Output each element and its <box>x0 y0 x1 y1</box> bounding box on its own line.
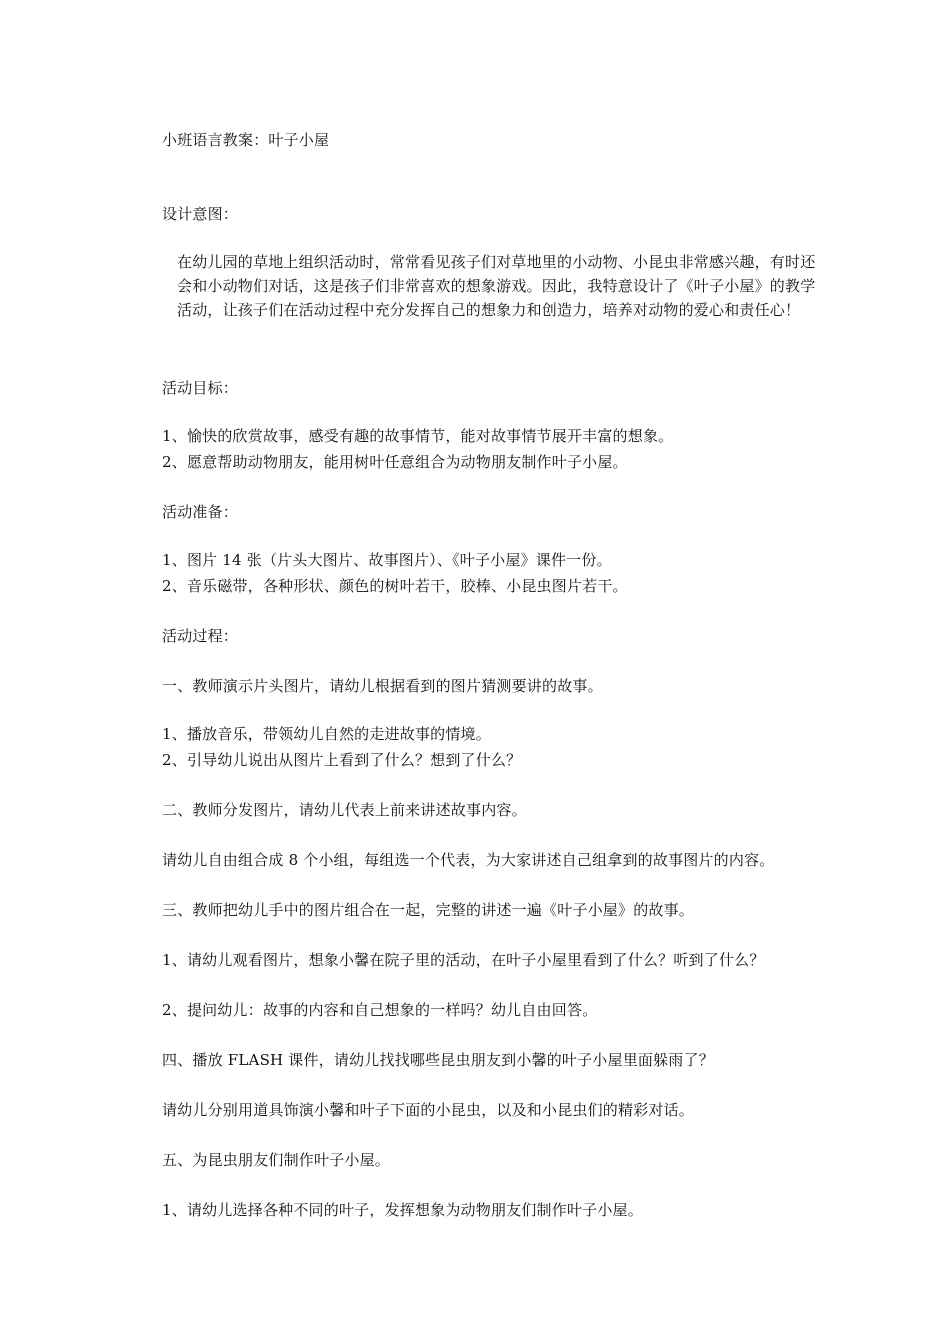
step4-title: 四、播放 FLASH 课件，请幼儿找找哪些昆虫朋友到小馨的叶子小屋里面躲雨了？ <box>162 1051 714 1069</box>
design-heading: 设计意图： <box>162 205 239 223</box>
goals-heading: 活动目标： <box>162 379 239 397</box>
step4-text: 请幼儿分别用道具饰演小馨和叶子下面的小昆虫，以及和小昆虫们的精彩对话。 <box>162 1101 695 1119</box>
design-paragraph-text: 在幼儿园的草地上组织活动时，常常看见孩子们对草地里的小动物、小昆虫非常感兴趣，有时还会和小动物们对话，这是孩子们非常喜欢的想象游戏。因此，我特意设计了《叶子小屋》的教学活动，让孩子们在活动过程中充分发挥自己的想象力和创造力，培养对动物的爱心和责任心！ <box>177 253 816 319</box>
step1-item-1: 1、播放音乐，带领幼儿自然的走进故事的情境。 <box>162 725 491 743</box>
step3-title: 三、教师把幼儿手中的图片组合在一起，完整的讲述一遍《叶子小屋》的故事。 <box>162 901 695 919</box>
prep-item-1: 1、图片 14 张（片头大图片、故事图片）、《叶子小屋》课件一份。 <box>162 551 612 569</box>
step5-item-1: 1、请幼儿选择各种不同的叶子，发挥想象为动物朋友们制作叶子小屋。 <box>162 1201 643 1219</box>
prep-item-2: 2、音乐磁带，各种形状、颜色的树叶若干，胶棒、小昆虫图片若干。 <box>162 577 628 595</box>
process-heading: 活动过程： <box>162 627 239 645</box>
document-title: 小班语言教案：叶子小屋 <box>162 131 330 149</box>
step1-item-2: 2、引导幼儿说出从图片上看到了什么？想到了什么？ <box>162 751 522 769</box>
goal-item-2: 2、愿意帮助动物朋友，能用树叶任意组合为动物朋友制作叶子小屋。 <box>162 453 628 471</box>
step2-title: 二、教师分发图片，请幼儿代表上前来讲述故事内容。 <box>162 801 527 819</box>
goal-item-1: 1、愉快的欣赏故事，感受有趣的故事情节，能对故事情节展开丰富的想象。 <box>162 427 674 445</box>
step3-item-2: 2、提问幼儿：故事的内容和自己想象的一样吗？幼儿自由回答。 <box>162 1001 598 1019</box>
step5-title: 五、为昆虫朋友们制作叶子小屋。 <box>162 1151 391 1169</box>
step1-title: 一、教师演示片头图片，请幼儿根据看到的图片猜测要讲的故事。 <box>162 677 603 695</box>
design-paragraph <box>162 250 822 322</box>
step2-text: 请幼儿自由组合成 8 个小组，每组选一个代表，为大家讲述自己组拿到的故事图片的内容。 <box>162 851 775 869</box>
prep-heading: 活动准备： <box>162 503 239 521</box>
step3-item-1: 1、请幼儿观看图片，想象小馨在院子里的活动，在叶子小屋里看到了什么？听到了什么？ <box>162 951 765 969</box>
